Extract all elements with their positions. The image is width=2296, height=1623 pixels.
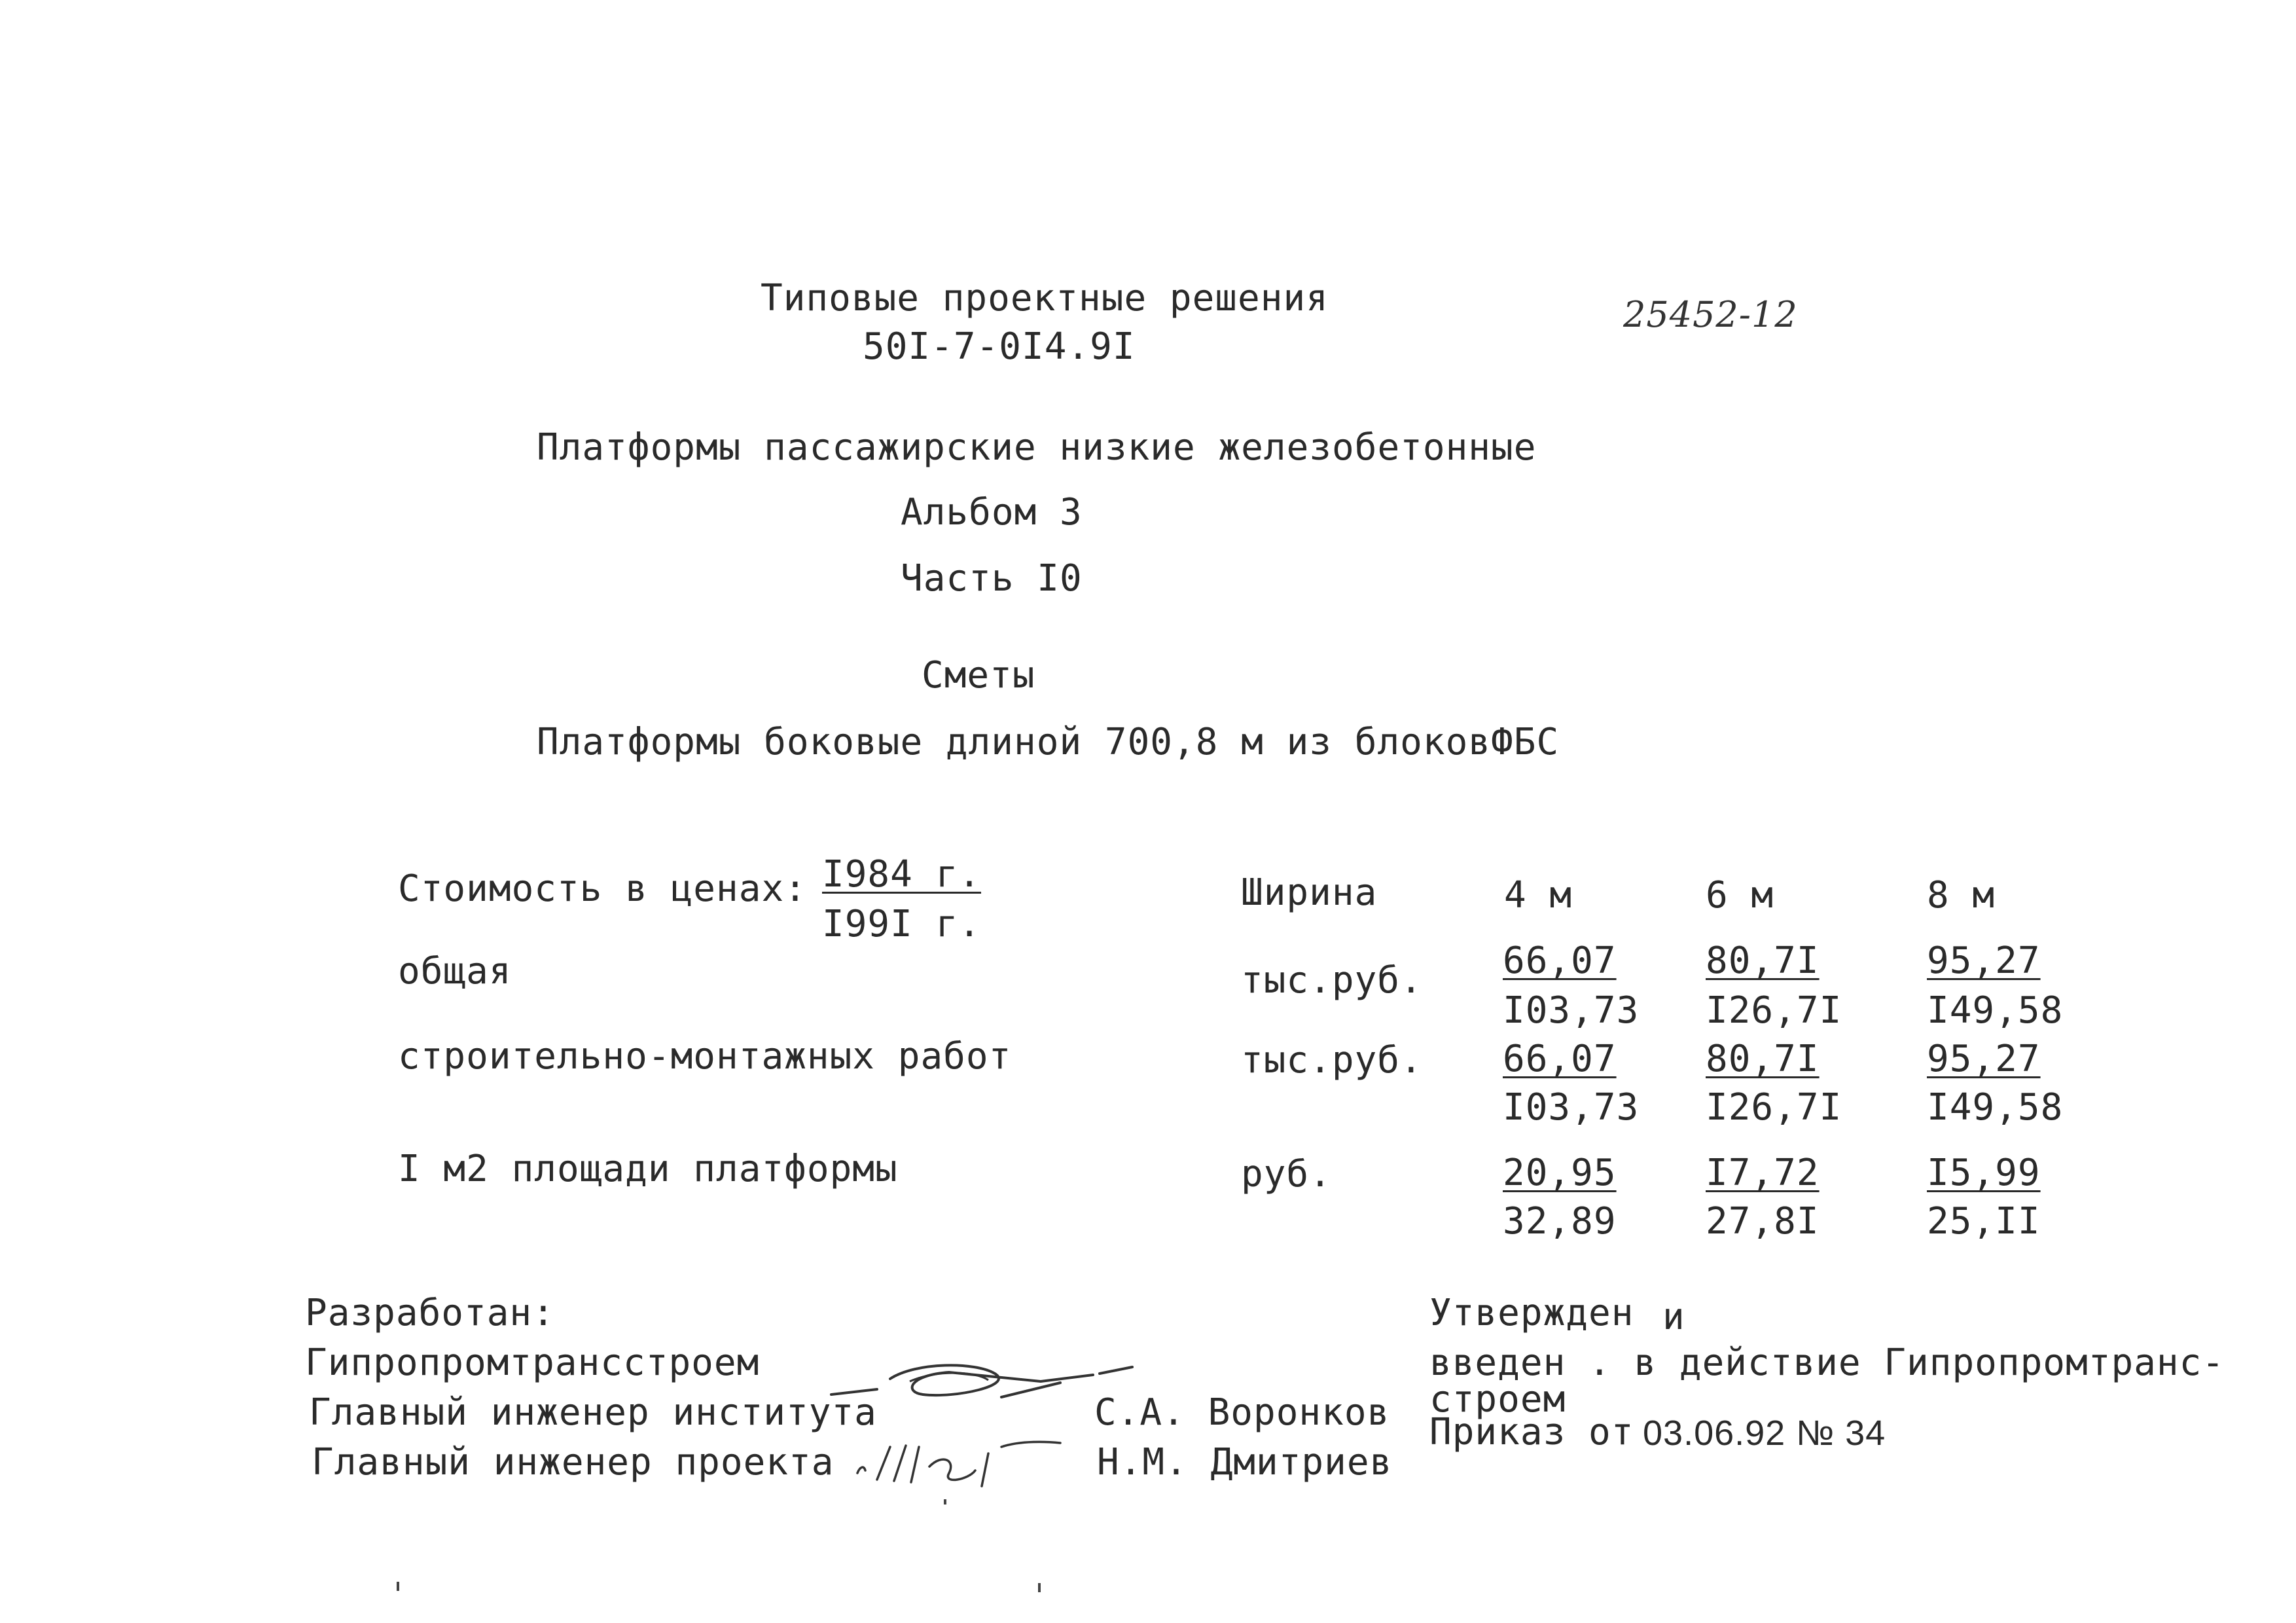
row-construction-1991-4m: I03,73 bbox=[1503, 1086, 1640, 1129]
row-per-m2-1991-8m: 25,II bbox=[1927, 1200, 2041, 1243]
chief-engineer-institute-name: С.А. Воронков bbox=[1094, 1391, 1390, 1434]
subtitle: Платформы боковые длиной 700,8 м из блоковФБС bbox=[537, 721, 1560, 763]
approval-line2: введен . в действие Гипропромтранс- bbox=[1429, 1341, 2225, 1384]
approved-label: Утвержден bbox=[1429, 1292, 1634, 1334]
row-total-name: общая bbox=[398, 950, 512, 993]
row-total-1984-6m: 80,7I bbox=[1706, 939, 1820, 982]
column-8m: 8 м bbox=[1927, 874, 1996, 917]
row-total-unit: тыс.руб. bbox=[1241, 959, 1423, 1002]
row-total-1984-8m: 95,27 bbox=[1927, 939, 2041, 982]
developer-organization: Гипропромтрансстроем bbox=[305, 1341, 760, 1384]
signature-voronkov bbox=[825, 1336, 1139, 1427]
scan-speck bbox=[944, 1499, 946, 1504]
series-title: Типовые проектные решения bbox=[761, 277, 1329, 319]
row-per-m2-1991-6m: 27,8I bbox=[1706, 1200, 1820, 1243]
signature-dmitriev bbox=[851, 1427, 1073, 1499]
row-construction-unit: тыс.руб. bbox=[1241, 1039, 1423, 1082]
row-per-m2-1991-4m: 32,89 bbox=[1503, 1200, 1617, 1243]
row-per-m2-name: I м2 площади платформы bbox=[398, 1148, 898, 1190]
row-per-m2-unit: руб. bbox=[1241, 1153, 1332, 1195]
row-per-m2-1984-4m: 20,95 bbox=[1503, 1152, 1617, 1194]
row-construction-1984-4m: 66,07 bbox=[1503, 1038, 1617, 1080]
row-total-1984-4m: 66,07 bbox=[1503, 939, 1617, 982]
year-1991: I99I г. bbox=[822, 903, 982, 945]
row-per-m2-1984-8m: I5,99 bbox=[1927, 1152, 2041, 1194]
order-date-number: 03.06.92 № 34 bbox=[1643, 1413, 1886, 1453]
developer-label: Разработан: bbox=[305, 1292, 555, 1334]
approval-line3: строем bbox=[1429, 1378, 1566, 1421]
row-total-1991-6m: I26,7I bbox=[1706, 989, 1842, 1032]
approved-and: и bbox=[1662, 1296, 1685, 1338]
chief-engineer-project-name: Н.М. Дмитриев bbox=[1097, 1441, 1393, 1484]
section-title: Сметы bbox=[922, 654, 1035, 697]
row-total-1991-4m: I03,73 bbox=[1503, 989, 1640, 1032]
scan-speck bbox=[397, 1582, 399, 1591]
scan-speck bbox=[1038, 1583, 1041, 1592]
album-label: Альбом 3 bbox=[901, 491, 1083, 534]
chief-engineer-institute-title: Главный инженер института bbox=[309, 1391, 877, 1434]
row-construction-1984-8m: 95,27 bbox=[1927, 1038, 2041, 1080]
row-construction-1984-6m: 80,7I bbox=[1706, 1038, 1820, 1080]
series-code: 50I-7-0I4.9I bbox=[863, 325, 1136, 368]
row-per-m2-1984-6m: I7,72 bbox=[1706, 1152, 1820, 1194]
year-1984: I984 г. bbox=[822, 853, 982, 896]
cost-label: Стоимость в ценах: bbox=[398, 867, 807, 910]
column-4m: 4 м bbox=[1504, 874, 1573, 917]
row-construction-1991-6m: I26,7I bbox=[1706, 1086, 1842, 1129]
column-6m: 6 м bbox=[1706, 874, 1774, 917]
inventory-number: 25452-12 bbox=[1623, 294, 1798, 335]
row-construction-1991-8m: I49,58 bbox=[1927, 1086, 2064, 1129]
row-total-1991-8m: I49,58 bbox=[1927, 989, 2064, 1032]
row-construction-name: строительно-монтажных работ bbox=[398, 1035, 1012, 1078]
chief-engineer-project-title: Главный инженер проекта bbox=[312, 1441, 834, 1484]
width-label: Ширина bbox=[1241, 871, 1378, 914]
order-prefix: Приказ от bbox=[1429, 1411, 1634, 1453]
main-title: Платформы пассажирские низкие железобетонные bbox=[537, 426, 1537, 469]
part-label: Часть I0 bbox=[901, 557, 1083, 600]
